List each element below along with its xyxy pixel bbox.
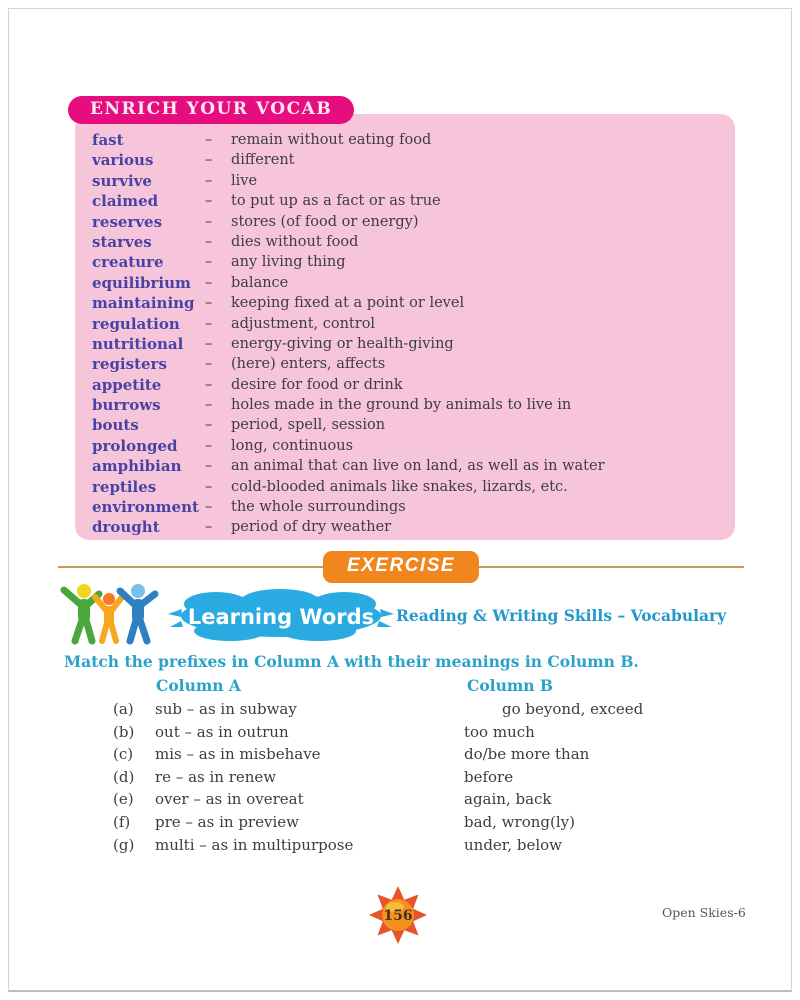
match-column-a-item: pre – as in preview (155, 812, 299, 831)
match-column-a-item: re – as in renew (155, 767, 277, 786)
vocab-entry-row (92, 314, 717, 334)
match-row-letter: (f) (113, 812, 131, 831)
page-number: 156 (383, 908, 413, 924)
vocab-entry-row (92, 293, 717, 313)
vocab-meaning: desire for food or drink (231, 376, 403, 393)
vocab-dash: – (205, 417, 213, 434)
vocab-entry-row (92, 252, 717, 272)
match-row-letter: (a) (113, 700, 134, 718)
vocab-word: starves (92, 232, 152, 251)
vocab-entry-row (92, 171, 717, 191)
vocab-word: fast (92, 131, 124, 149)
vocab-meaning: dies without food (231, 233, 359, 250)
exercise-banner: EXERCISE (323, 551, 479, 583)
vocab-dash: – (205, 397, 213, 414)
vocab-dash: – (205, 376, 213, 393)
vocab-list (92, 130, 717, 538)
vocab-entry-row (92, 334, 717, 354)
vocab-dash: – (205, 315, 213, 332)
vocab-entry-row (92, 477, 717, 497)
vocab-dash: – (205, 213, 213, 230)
vocab-word: reptiles (92, 477, 157, 496)
match-row-letter: (e) (113, 790, 134, 809)
vocab-meaning: remain without eating food (231, 132, 432, 148)
vocab-meaning: the whole surroundings (231, 499, 406, 516)
vocab-word: maintaining (92, 294, 195, 313)
vocab-word: claimed (92, 192, 159, 211)
match-column-a-item: over – as in overeat (155, 790, 304, 809)
exercise-divider-line (58, 555, 744, 576)
vocab-dash: – (205, 254, 213, 271)
vocab-word: nutritional (92, 334, 184, 353)
match-row (0, 698, 800, 721)
match-column-b-item: too much (464, 722, 535, 741)
vocab-word: appetite (92, 375, 162, 394)
column-b-header: Column B (467, 676, 553, 695)
column-a-header: Column A (156, 676, 241, 695)
vocab-word: amphibian (92, 457, 182, 476)
vocab-meaning: energy-giving or health-giving (231, 335, 454, 352)
vocab-dash: – (205, 193, 213, 210)
vocab-dash: – (205, 519, 213, 536)
vocab-dash: – (205, 499, 213, 516)
book-title: Open Skies-6 (662, 905, 746, 920)
enrich-vocab-header: ENRICH YOUR VOCAB (68, 96, 354, 124)
match-instruction: Match the prefixes in Column A with their meanings in Column B. (64, 652, 639, 671)
vocab-entry-row (92, 375, 717, 395)
vocab-dash: – (205, 233, 213, 250)
vocab-meaning: period of dry weather (231, 519, 392, 536)
vocab-meaning: (here) enters, affects (231, 356, 386, 373)
match-column-b-item: do/be more than (464, 745, 590, 764)
vocab-dash: – (205, 274, 213, 291)
vocab-meaning: stores (of food or energy) (231, 213, 419, 230)
vocab-meaning: to put up as a fact or as true (231, 193, 441, 210)
vocab-entry-row (92, 415, 717, 435)
vocab-word: drought (92, 518, 160, 537)
match-column-b-item: before (464, 767, 514, 786)
vocab-dash: – (205, 458, 213, 475)
vocab-entry-row (92, 191, 717, 211)
vocab-meaning: different (231, 152, 295, 169)
vocab-word: registers (92, 355, 167, 374)
vocab-dash: – (205, 295, 213, 312)
vocab-meaning: adjustment, control (231, 315, 376, 332)
match-column-b-item: under, below (464, 835, 563, 854)
vocab-meaning: live (231, 172, 258, 189)
vocab-entry-row (92, 130, 717, 150)
match-row (0, 766, 800, 789)
vocab-word: environment (92, 498, 199, 517)
match-column-b-item: bad, wrong(ly) (464, 812, 575, 831)
match-column-a-item: mis – as in misbehave (155, 745, 321, 764)
match-column-a-item: multi – as in multipurpose (155, 835, 354, 854)
vocab-word: survive (92, 171, 152, 190)
vocab-meaning: long, continuous (231, 437, 354, 454)
match-row-letter: (b) (113, 722, 135, 741)
vocab-meaning: keeping fixed at a point or level (231, 295, 465, 312)
match-row-letter: (g) (113, 835, 135, 854)
vocab-dash: – (205, 152, 213, 169)
vocab-dash: – (205, 356, 213, 373)
match-row (0, 721, 800, 744)
vocab-meaning: an animal that can live on land, as well as in water (231, 458, 605, 475)
vocab-entry-row (92, 456, 717, 476)
vocab-entry-row (92, 436, 717, 456)
vocab-meaning: period, spell, session (231, 417, 386, 434)
vocab-dash: – (205, 478, 213, 495)
match-column-a-item: out – as in outrun (155, 722, 289, 741)
match-row-letter: (c) (113, 745, 134, 764)
match-row (0, 811, 800, 834)
match-row-letter: (d) (113, 767, 135, 786)
match-column-b-item: go beyond, exceed (502, 700, 644, 718)
vocab-entry-row (92, 232, 717, 252)
vocab-entry-row (92, 212, 717, 232)
vocab-dash: – (205, 132, 213, 148)
vocab-word: various (92, 151, 154, 170)
vocab-word: reserves (92, 212, 163, 231)
vocab-entry-row (92, 497, 717, 517)
match-row (0, 834, 800, 857)
vocab-word: creature (92, 253, 164, 272)
vocab-word: burrows (92, 396, 161, 415)
learning-words-cloud-badge (168, 589, 394, 643)
vocab-entry-row (92, 517, 717, 537)
vocab-panel (75, 114, 735, 540)
vocab-entry-row (92, 150, 717, 170)
vocab-word: regulation (92, 314, 180, 333)
vocab-entry-row (92, 354, 717, 374)
vocab-word: equilibrium (92, 273, 191, 292)
match-row (0, 743, 800, 766)
vocab-dash: – (205, 172, 213, 189)
three-people-icon (56, 583, 162, 645)
match-list (0, 698, 800, 856)
vocab-entry-row (92, 395, 717, 415)
vocab-dash: – (205, 335, 213, 352)
match-row (0, 788, 800, 811)
vocab-meaning: holes made in the ground by animals to live in (231, 397, 572, 414)
sunburst-page-number-icon (368, 885, 428, 945)
match-column-a-item: sub – as in subway (155, 700, 297, 718)
vocab-meaning: cold-blooded animals like snakes, lizards, etc. (231, 478, 568, 495)
vocab-entry-row (92, 273, 717, 293)
vocab-word: prolonged (92, 436, 178, 455)
learning-words-label: Learning Words (187, 605, 375, 629)
vocab-word: bouts (92, 416, 139, 435)
skills-heading: Reading & Writing Skills – Vocabulary (396, 606, 727, 625)
vocab-meaning: any living thing (231, 254, 346, 271)
vocab-dash: – (205, 437, 213, 454)
match-column-b-item: again, back (464, 790, 552, 809)
vocab-meaning: balance (231, 274, 289, 291)
